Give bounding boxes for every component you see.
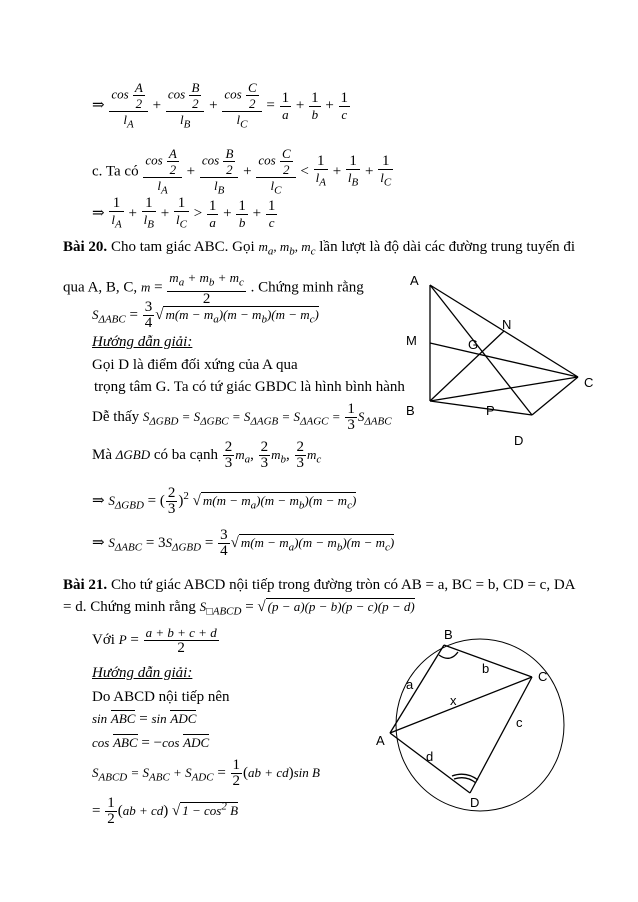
fig1-label-B: B	[406, 403, 415, 418]
bai20-solution-line5: ⇒ $S_{\Delta GBD}$ = ( $\frac{2}{3}$ )$^2$ √ $m(m - m_a)(m - m_b)(m - m_c)$	[92, 485, 357, 517]
fig1-label-G: G	[468, 337, 479, 352]
bai21-statement-line2: = d. Chứng minh rằng $S_{□ABCD}$ = √ (p − a)(p − b)(p − c)(p − d)	[63, 599, 415, 618]
formula-implies-1: ⇒ cos $\frac{A}{2}$ $l_A$ + cos $\frac{B}{2}$ $l_B$ + cos $\frac{C}{2}$ $l_C$ = $\frac{1}{a}$ + $\frac{1}{b}$ + $\frac{1}{c}$	[92, 80, 349, 131]
fig2-label-B: B	[444, 627, 453, 642]
fig1-label-D: D	[514, 433, 524, 448]
bai20-solution-line4: Mà ΔGBD có ba cạnh $\frac{2}{3}$ $m_a$, $\frac{2}{3}$ $m_b$, $\frac{2}{3}$ $m_c$	[92, 439, 322, 471]
bai20-statement-line2: qua A, B, C, m = $\frac{m_a + m_b + m_c}{2}$ . Chứng minh rằng	[63, 270, 364, 307]
bai20-text: Mà	[92, 446, 112, 463]
bai20-text: Cho tam giác ABC. Gọi	[110, 239, 255, 255]
bai21-text: Cho tứ giác ABCD nội tiếp trong đường tròn có AB = a, BC = b, CD = c, DA	[110, 577, 576, 593]
fig2-label-C: C	[538, 669, 548, 684]
bai21-solution-line4: $S_{ABCD} = S_{ABC} + S_{ADC}$ = $\frac{1}{2}$ (ab + cd)sin B	[92, 757, 320, 789]
bai20-solution-line6: ⇒ $S_{\Delta ABC} = 3S_{\Delta GBD}$ = $\frac{3}{4}$ √ $m(m - m_a)(m - m_b)(m - m_c)$	[92, 527, 395, 559]
bai20-area-formula: $S_{\Delta ABC}$ = $\frac{3}{4}$ √ $m(m - m_a)(m - m_b)(m - m_c)$	[92, 299, 319, 331]
bai20-text: qua A, B, C,	[63, 279, 138, 296]
formula-part-c: c. Ta có cos $\frac{A}{2}$ $l_A$ + cos $\frac{B}{2}$ $l_B$ + cos $\frac{C}{2}$ $l_C$ < $\frac{1}{l_A}$ + $\frac{1}{l_B}$ + $\frac{1}{l_C}$	[92, 146, 392, 197]
bai20-solution-line2: trọng tâm G. Ta có tứ giác GBDC là hình bình hành	[94, 379, 405, 395]
bai21-solution-line5: = $\frac{1}{2}$ (ab + cd) √ $1 - \cos^2 B$	[92, 795, 239, 827]
fig1-label-P: P	[486, 403, 495, 418]
fig1-label-M: M	[406, 333, 417, 348]
bai20-solution-line1: Gọi D là điểm đối xứng của A qua	[92, 357, 298, 373]
bai21-statement-line1	[63, 576, 576, 594]
bai20-text: lần lượt là độ dài các đường trung tuyến đi	[319, 239, 576, 255]
fig2-label-x: x	[450, 693, 457, 708]
figure-triangle-medians	[400, 265, 630, 465]
bai20-text: có ba cạnh	[153, 446, 218, 463]
fig1-label-C: C	[584, 375, 594, 390]
fig2-label-c: c	[516, 715, 523, 730]
bai21-p-definition: Với P = $\frac{a + b + c + d}{2}$	[92, 625, 217, 656]
fig2-label-d: d	[426, 749, 434, 764]
fig2-label-D: D	[470, 795, 480, 810]
formula-implies-2: ⇒ $\frac{1}{l_A}$ + $\frac{1}{l_B}$ + $\frac{1}{l_C}$ > $\frac{1}{a}$ + $\frac{1}{b}$ + $\frac{1}{c}$	[92, 195, 276, 231]
bai20-title: Bài 20.	[63, 239, 108, 255]
bai21-text: = d. Chứng minh rằng	[63, 599, 196, 615]
part-c-label: c. Ta có	[92, 163, 139, 180]
bai20-solution-line3: Dễ thấy $S_{\Delta GBD} = S_{\Delta GBC} = S_{\Delta AGB} = S_{\Delta AGC}$ = $\frac{1}{3}$ $S_{\Delta ABC}$	[92, 401, 392, 433]
fig2-label-b: b	[482, 661, 490, 676]
fig2-label-A: A	[376, 733, 385, 748]
bai20-statement-line1: Bài 20. Cho tam giác ABC. Gọi $m_a$, $m_b$, $m_c$ lần lượt là độ dài các đường trung tuyến đi	[63, 239, 576, 258]
fig2-label-a: a	[406, 677, 414, 692]
bai21-solution-line3: cos ABC = −cos ADC	[92, 735, 210, 751]
bai21-title: Bài 21.	[63, 577, 108, 593]
fig1-label-A: A	[410, 273, 419, 288]
bai20-text: Dễ thấy	[92, 408, 140, 425]
bai20-hint-heading: Hướng dẫn giải:	[92, 334, 193, 350]
figure-cyclic-quadrilateral	[370, 625, 575, 825]
bai21-hint-heading: Hướng dẫn giải:	[92, 665, 193, 681]
bai21-text: Với	[92, 631, 115, 648]
bai21-solution-line2: sin ABC = sin ADC	[92, 711, 197, 727]
bai21-solution-line1: Do ABCD nội tiếp nên	[92, 689, 230, 705]
fig1-label-N: N	[502, 317, 512, 332]
bai20-text: . Chứng minh rằng	[250, 279, 364, 296]
